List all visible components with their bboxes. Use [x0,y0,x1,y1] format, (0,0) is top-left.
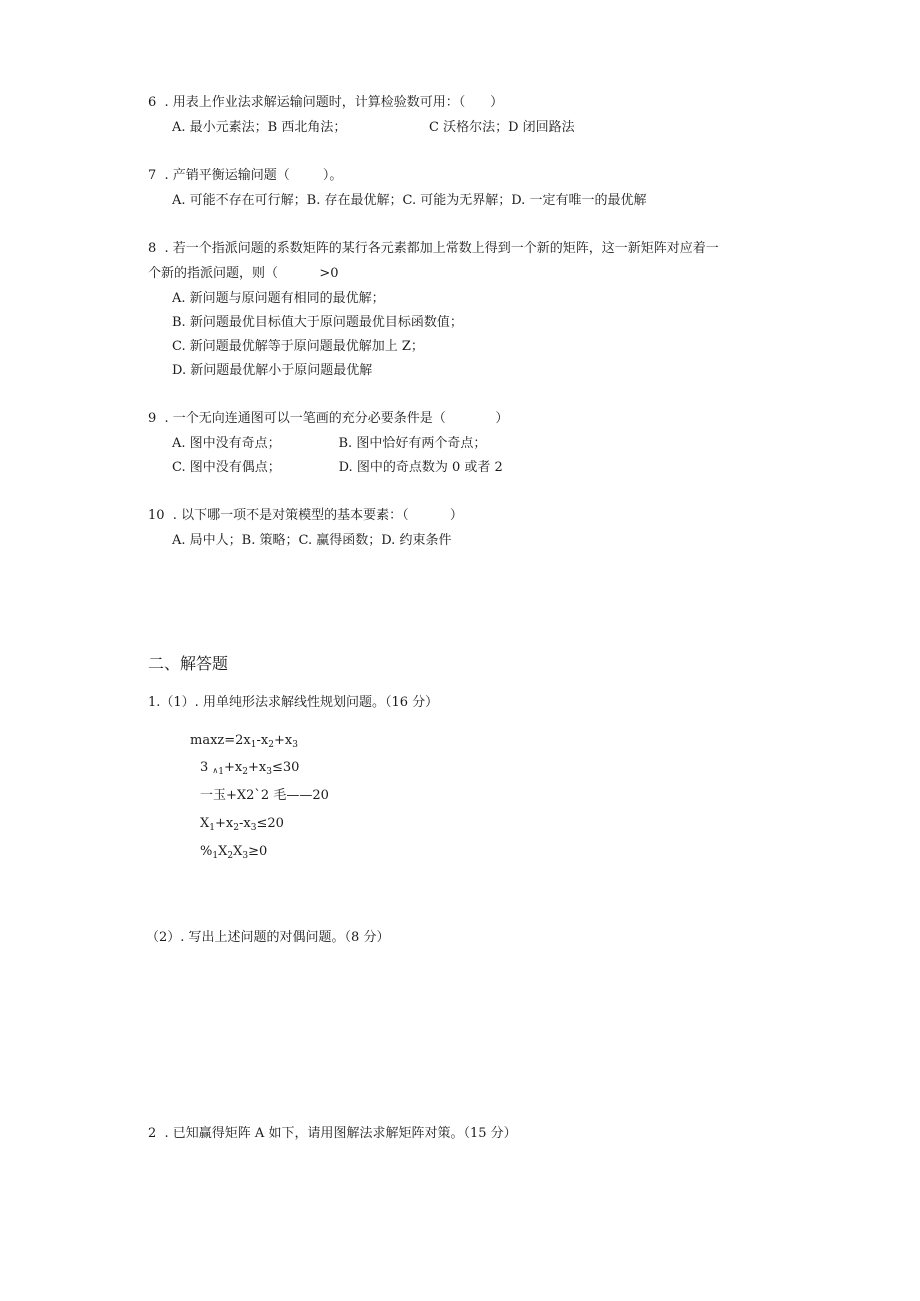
question-6-stem: 6 . 用表上作业法求解运输问题时，计算检验数可用：（ ） [148,95,504,110]
question-7-options: A. 可能不存在可行解；B. 存在最优解；C. 可能为无界解；D. 一定有唯一的最优解 [172,193,647,208]
lp-constraint-3: $X_1+x_2-x_3\le 20$ [200,816,284,833]
lp-nonnegativity: $\%_1X_2X_3\ge 0$ [200,844,268,861]
lp-constraint-2: 一玉+X2ˋ2 毛——20 [200,788,329,803]
question-9-options-cd: C. 图中没有偶点； D. 图中的奇点数为 0 或者 2 [172,460,503,475]
question-8-option-c: C. 新问题最优解等于原问题最优解加上 Z； [172,339,424,354]
section-2-question-1-2: （2）. 写出上述问题的对偶问题。（8 分） [146,930,390,945]
question-10-options: A. 局中人；B. 策略；C. 赢得函数；D. 约束条件 [172,533,452,548]
question-7-stem: 7 . 产销平衡运输问题（ ）。 [148,168,343,183]
question-8-stem-line-2: 个新的指派问题，则（ >0 [148,266,339,281]
lp-objective: $\max z=2x_1-x_2+x_3$ [190,733,298,750]
question-6-options: A. 最小元素法；B 西北角法； C 沃格尔法；D 闭回路法 [172,120,575,135]
section-2-title: 二、解答题 [148,654,229,673]
section-2-question-2: 2 . 已知赢得矩阵 A 如下，请用图解法求解矩阵对策。（15 分） [148,1126,517,1141]
section-2-question-1-1: 1.（1）. 用单纯形法求解线性规划问题。（16 分） [148,695,439,710]
question-8-option-d: D. 新问题最优解小于原问题最优解 [172,363,373,378]
question-8-option-a: A. 新问题与原问题有相同的最优解； [172,291,385,306]
question-8-stem-line-1: 8 . 若一个指派问题的系数矩阵的某行各元素都加上常数上得到一个新的矩阵，这一新矩阵对应着一 [148,241,719,256]
lp-constraint-1: 3 $\wedge_1+x_2+x_3\le 30$ [200,760,300,777]
question-10-stem: 10 . 以下哪一项不是对策模型的基本要素：（ ） [148,508,463,523]
question-9-options-ab: A. 图中没有奇点； B. 图中恰好有两个奇点； [172,436,487,451]
question-9-stem: 9 . 一个无向连通图可以一笔画的充分必要条件是（ ） [148,411,509,426]
question-8-option-b: B. 新问题最优目标值大于原问题最优目标函数值； [172,315,463,330]
